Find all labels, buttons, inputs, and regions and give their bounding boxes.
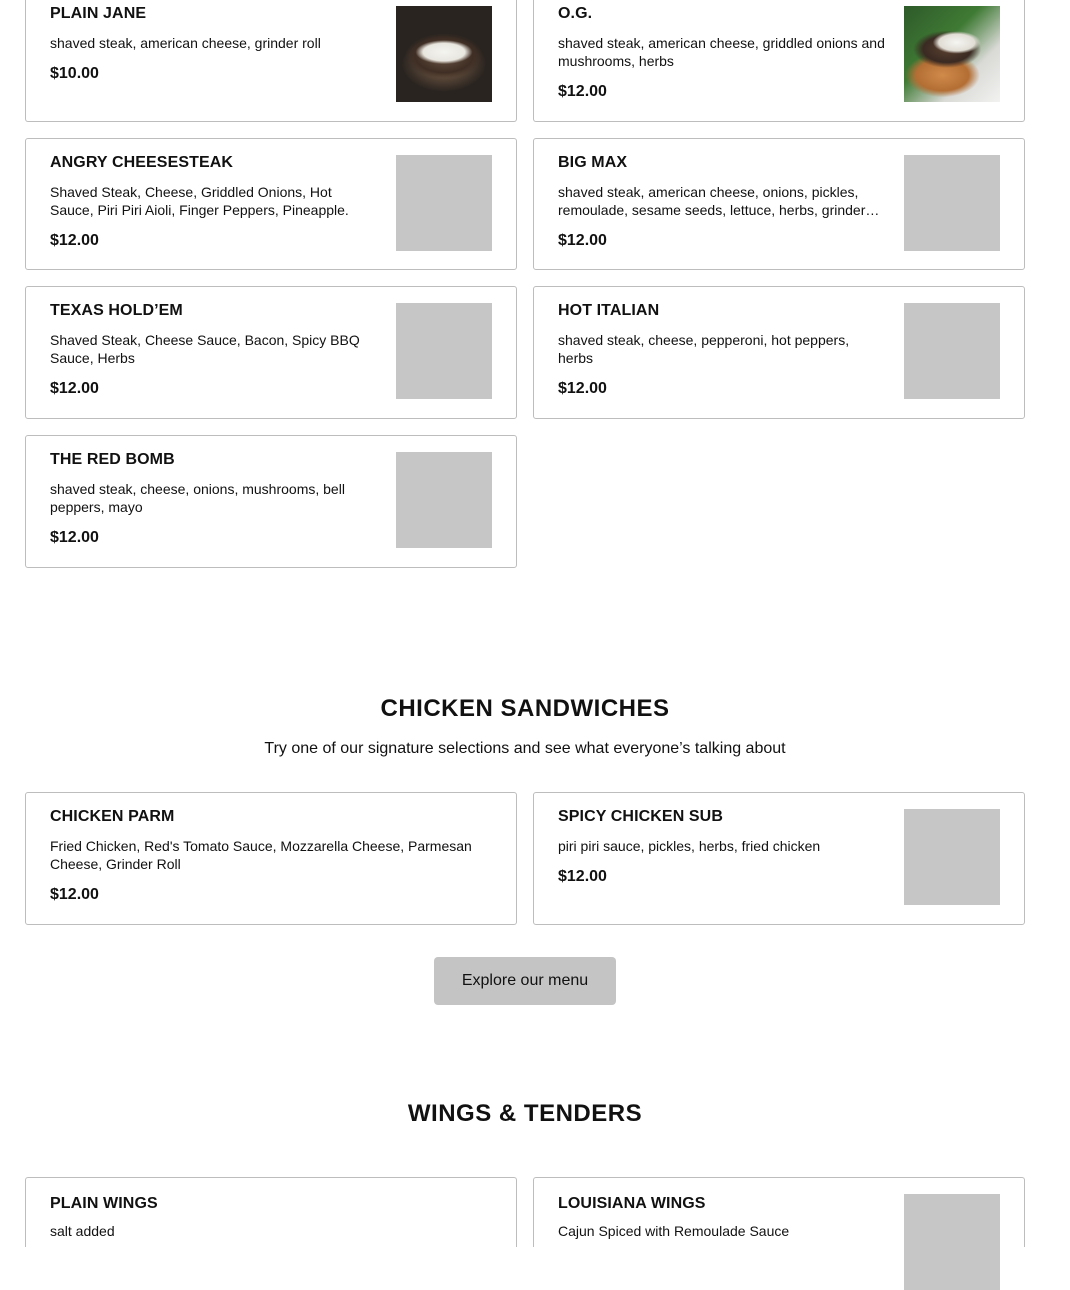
menu-item-card[interactable] <box>25 435 517 568</box>
item-name: LOUISIANA WINGS <box>558 1195 706 1212</box>
item-description: Shaved Steak, Cheese, Griddled Onions, Hot Sauce, Piri Piri Aioli, Finger Peppers, Pineapple. <box>50 184 349 218</box>
cheesesteak-grid <box>25 0 1025 122</box>
item-description: shaved steak, american cheese, griddled onions and mushrooms, herbs <box>558 35 885 69</box>
item-name: TEXAS HOLD’EM <box>50 302 183 319</box>
item-image-placeholder[interactable] <box>396 303 492 399</box>
menu-item-card[interactable] <box>25 286 517 419</box>
item-description: Cajun Spiced with Remoulade Sauce <box>558 1223 790 1239</box>
item-price: $12.00 <box>558 232 607 249</box>
item-description: Fried Chicken, Red's Tomato Sauce, Mozzarella Cheese, Parmesan Cheese, Grinder Roll <box>50 838 472 872</box>
menu-item-card[interactable] <box>533 792 1025 925</box>
item-description: shaved steak, cheese, onions, mushrooms, bell peppers, mayo <box>50 481 345 515</box>
item-description: Shaved Steak, Cheese Sauce, Bacon, Spicy BBQ Sauce, Herbs <box>50 332 360 366</box>
menu-item-card[interactable] <box>25 138 517 270</box>
item-name: CHICKEN PARM <box>50 808 175 825</box>
item-image-placeholder[interactable] <box>904 155 1000 251</box>
explore-menu-button[interactable]: Explore our menu <box>434 957 616 1005</box>
item-name: HOT ITALIAN <box>558 302 660 319</box>
item-price: $12.00 <box>558 83 607 100</box>
menu-item-card[interactable] <box>533 286 1025 419</box>
item-image-placeholder[interactable] <box>904 303 1000 399</box>
menu-item-card[interactable] <box>533 0 1025 122</box>
item-photo[interactable] <box>396 6 492 102</box>
chicken-grid <box>25 792 1025 925</box>
section-subtitle-chicken: Try one of our signature selections and see what everyone’s talking about <box>264 740 786 757</box>
item-description: shaved steak, cheese, pepperoni, hot peppers, herbs <box>558 332 850 366</box>
item-description: salt added <box>50 1223 115 1239</box>
menu-item-card[interactable] <box>25 792 517 925</box>
item-description: shaved steak, american cheese, grinder roll <box>50 35 321 51</box>
item-name: THE RED BOMB <box>50 451 175 468</box>
item-price: $12.00 <box>50 380 99 397</box>
item-name: O.G. <box>558 5 593 22</box>
menu-item-card[interactable] <box>533 138 1025 270</box>
item-name: PLAIN WINGS <box>50 1195 158 1212</box>
item-name: SPICY CHICKEN SUB <box>558 808 723 825</box>
item-price: $12.00 <box>558 868 607 885</box>
item-name: ANGRY CHEESESTEAK <box>50 154 234 171</box>
item-price: $12.00 <box>50 529 99 546</box>
cheesesteak-grid-rows <box>25 138 1025 568</box>
item-price: $12.00 <box>558 380 607 397</box>
item-name: BIG MAX <box>558 154 628 171</box>
item-price: $12.00 <box>50 886 99 903</box>
item-name: PLAIN JANE <box>50 5 147 22</box>
section-title-wings: WINGS & TENDERS <box>407 1100 643 1127</box>
menu-item-card[interactable] <box>25 0 517 122</box>
menu-item-card[interactable] <box>533 1177 1025 1247</box>
item-image-placeholder[interactable] <box>904 809 1000 905</box>
item-image-placeholder[interactable] <box>396 155 492 251</box>
wings-grid <box>25 1177 1025 1247</box>
item-photo[interactable] <box>904 6 1000 102</box>
item-price: $12.00 <box>50 232 99 249</box>
section-title-chicken: CHICKEN SANDWICHES <box>380 695 670 722</box>
item-price: $10.00 <box>50 65 99 82</box>
item-description: shaved steak, american cheese, onions, pickles, remoulade, sesame seeds, lettuce, herbs, grinder… <box>558 184 880 218</box>
item-description: piri piri sauce, pickles, herbs, fried chicken <box>558 838 821 854</box>
menu-item-card[interactable] <box>25 1177 517 1247</box>
item-image-placeholder[interactable] <box>904 1194 1000 1290</box>
item-image-placeholder[interactable] <box>396 452 492 548</box>
